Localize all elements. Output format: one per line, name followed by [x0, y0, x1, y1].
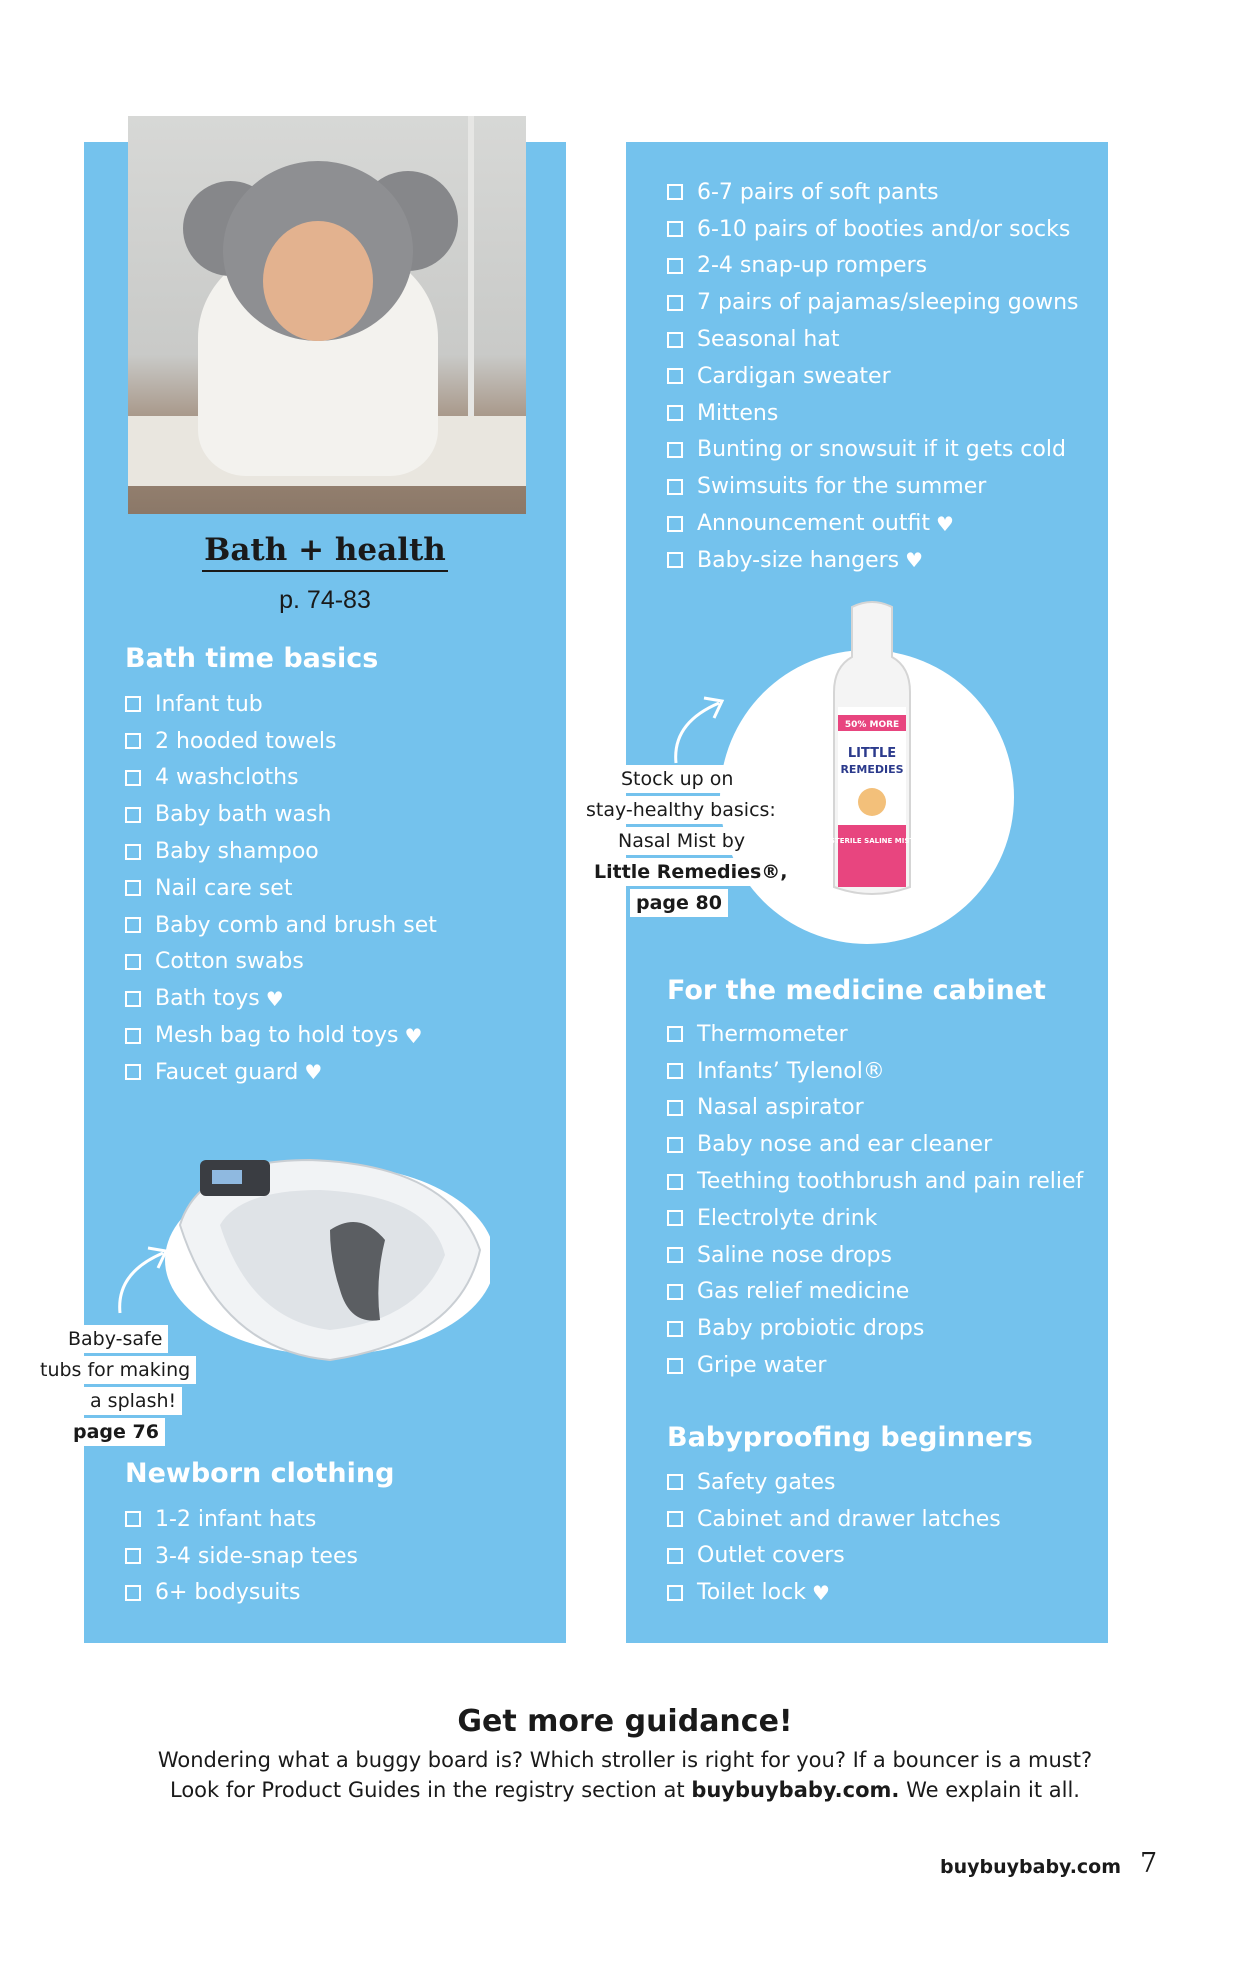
checklist-item	[125, 1054, 437, 1091]
heart-icon: ♥	[304, 1060, 323, 1085]
checklist-item	[667, 321, 1079, 358]
checklist-item	[667, 432, 1079, 469]
checkbox[interactable]	[125, 844, 141, 860]
checklist-item-label: Baby nose and ear cleaner	[697, 1132, 993, 1158]
checklist-item-label: Announcement outfit	[697, 511, 930, 537]
checklist-item	[125, 870, 437, 907]
checklist-item	[667, 468, 1079, 505]
checklist-item-label: Baby bath wash	[155, 802, 332, 828]
tub-callout-line3: a splash!	[84, 1387, 182, 1415]
checkbox[interactable]	[667, 1585, 683, 1601]
page-reference: p. 74-83	[279, 586, 371, 614]
checklist-item-label: 6+ bodysuits	[155, 1580, 301, 1606]
checklist-item	[667, 1016, 1083, 1053]
checklist-item	[667, 358, 1079, 395]
checklist-item	[667, 1501, 1001, 1538]
checkbox[interactable]	[125, 696, 141, 712]
checkbox[interactable]	[667, 1474, 683, 1490]
medicine-cabinet-title: For the medicine cabinet	[667, 975, 1046, 1006]
checklist-item	[667, 542, 1079, 579]
curved-arrow-icon	[664, 688, 734, 768]
checklist-item	[667, 395, 1079, 432]
checklist-item	[125, 1538, 358, 1575]
checkbox[interactable]	[125, 1064, 141, 1080]
checklist-item	[667, 1347, 1083, 1384]
checklist-item-label: Seasonal hat	[697, 327, 840, 353]
mist-callout-line4: Little Remedies®,	[588, 858, 794, 886]
checkbox[interactable]	[667, 332, 683, 348]
mist-callout-page[interactable]: page 80	[630, 889, 728, 917]
page-number: 7	[1140, 1848, 1158, 1879]
checkbox[interactable]	[667, 258, 683, 274]
checklist-item-label: 4 washcloths	[155, 765, 299, 791]
checklist-item	[667, 174, 1079, 211]
checklist-item-label: Toilet lock	[697, 1580, 806, 1606]
checklist-item	[125, 980, 437, 1017]
checklist-item-label: 2 hooded towels	[155, 728, 337, 754]
mist-callout-line1: Stock up on	[615, 765, 739, 793]
checklist-item-label: Cabinet and drawer latches	[697, 1506, 1001, 1532]
checkbox[interactable]	[667, 442, 683, 458]
checkbox[interactable]	[667, 1284, 683, 1300]
checklist-item	[125, 1017, 437, 1054]
heart-icon: ♥	[811, 1580, 830, 1605]
checklist-item-label: Gas relief medicine	[697, 1279, 910, 1305]
checkbox[interactable]	[125, 991, 141, 1007]
checklist-item	[667, 284, 1079, 321]
mist-callout-line2: stay-healthy basics:	[580, 796, 782, 824]
checklist-item	[125, 907, 437, 944]
checklist-item	[125, 760, 437, 797]
checkbox[interactable]	[125, 880, 141, 896]
tub-callout-page[interactable]: page 76	[67, 1418, 165, 1446]
heart-icon: ♥	[265, 986, 284, 1011]
guidance-line-1: Wondering what a buggy board is? Which stroller is right for you? If a bouncer is a must?	[157, 1748, 1093, 1772]
checklist-item-label: Baby-size hangers	[697, 547, 900, 573]
checkbox[interactable]	[667, 1137, 683, 1153]
checkbox[interactable]	[667, 295, 683, 311]
clothing-checklist	[667, 174, 1079, 579]
svg-text:REMEDIES: REMEDIES	[840, 763, 904, 776]
mist-callout-line3: Nasal Mist by	[612, 827, 751, 855]
checklist-item-label: Mittens	[697, 400, 779, 426]
checkbox[interactable]	[667, 1511, 683, 1527]
checklist-item	[125, 1501, 358, 1538]
medicine-cabinet-checklist	[667, 1016, 1083, 1384]
checklist-item-label: Saline nose drops	[697, 1242, 892, 1268]
checkbox[interactable]	[667, 405, 683, 421]
checkbox[interactable]	[667, 1026, 683, 1042]
checklist-item-label: Bunting or snowsuit if it gets cold	[697, 437, 1066, 463]
svg-text:50% MORE: 50% MORE	[844, 720, 900, 730]
checklist-item	[667, 1310, 1083, 1347]
checklist-item-label: Cotton swabs	[155, 949, 304, 975]
checklist-item	[125, 686, 437, 723]
checklist-item	[667, 1538, 1001, 1575]
guidance-site-link[interactable]: buybuybaby.com.	[691, 1778, 900, 1802]
checklist-item-label: Nail care set	[155, 875, 293, 901]
checkbox[interactable]	[667, 368, 683, 384]
checkbox[interactable]	[125, 733, 141, 749]
checklist-item-label: Outlet covers	[697, 1543, 845, 1569]
checkbox[interactable]	[125, 954, 141, 970]
checklist-item-label: 6-10 pairs of booties and/or socks	[697, 216, 1071, 242]
checklist-item-label: 3-4 side-snap tees	[155, 1543, 358, 1569]
checklist-item	[667, 1053, 1083, 1090]
guidance-title: Get more guidance!	[457, 1704, 793, 1739]
checklist-item-label: Electrolyte drink	[697, 1205, 878, 1231]
babyproofing-title: Babyproofing beginners	[667, 1422, 1033, 1453]
checklist-item-label: Safety gates	[697, 1469, 836, 1495]
checkbox[interactable]	[125, 1511, 141, 1527]
checklist-item-label: 1-2 infant hats	[155, 1506, 317, 1532]
checklist-item-label: Faucet guard	[155, 1059, 299, 1085]
checkbox[interactable]	[667, 1210, 683, 1226]
checklist-item-label: Baby probiotic drops	[697, 1316, 925, 1342]
checklist-item-label: 2-4 snap-up rompers	[697, 253, 928, 279]
checklist-item	[125, 944, 437, 981]
checklist-item-label: Baby comb and brush set	[155, 912, 437, 938]
checkbox[interactable]	[667, 552, 683, 568]
checkbox[interactable]	[667, 1358, 683, 1374]
checkbox[interactable]	[667, 184, 683, 200]
checklist-item	[125, 833, 437, 870]
tub-callout-line1: Baby-safe	[62, 1325, 168, 1353]
checkbox[interactable]	[125, 1585, 141, 1601]
checklist-item	[667, 1163, 1083, 1200]
checkbox[interactable]	[667, 1247, 683, 1263]
svg-text:STERILE SALINE MIST: STERILE SALINE MIST	[830, 837, 914, 845]
footer-site[interactable]: buybuybaby.com	[940, 1856, 1122, 1878]
checkbox[interactable]	[667, 516, 683, 532]
checklist-item	[667, 1126, 1083, 1163]
checklist-item-label: Thermometer	[697, 1021, 848, 1047]
checkbox[interactable]	[667, 1321, 683, 1337]
tub-callout-line2: tubs for making	[34, 1356, 196, 1384]
checklist-item-label: Cardigan sweater	[697, 363, 891, 389]
checklist-item	[667, 505, 1079, 542]
checklist-item-label: Mesh bag to hold toys	[155, 1023, 399, 1049]
heart-icon: ♥	[905, 548, 924, 573]
svg-text:LITTLE: LITTLE	[847, 746, 897, 761]
checklist-item-label: Teething toothbrush and pain relief	[697, 1169, 1084, 1195]
checkbox[interactable]	[667, 1174, 683, 1190]
checklist-item-label: Bath toys	[155, 986, 260, 1012]
checklist-item-label: Baby shampoo	[155, 839, 319, 865]
checkbox[interactable]	[125, 917, 141, 933]
checkbox[interactable]	[125, 1028, 141, 1044]
baby-hooded-towel-photo	[128, 116, 526, 514]
nasal-mist-bottle	[830, 597, 914, 901]
newborn-clothing-checklist	[125, 1501, 358, 1611]
checklist-item	[667, 1237, 1083, 1274]
checklist-item	[125, 723, 437, 760]
guidance-line-2-post: We explain it all.	[899, 1778, 1080, 1802]
checklist-item	[125, 796, 437, 833]
checklist-item	[667, 1574, 1001, 1611]
heart-icon: ♥	[935, 511, 954, 536]
checklist-item-label: 6-7 pairs of soft pants	[697, 179, 939, 205]
newborn-clothing-title: Newborn clothing	[125, 1458, 395, 1489]
infant-tub-image	[160, 1130, 490, 1380]
checkbox[interactable]	[667, 1063, 683, 1079]
checklist-item-label: 7 pairs of pajamas/sleeping gowns	[697, 290, 1079, 316]
checklist-item-label: Gripe water	[697, 1353, 827, 1379]
checkbox[interactable]	[667, 1548, 683, 1564]
checkbox[interactable]	[667, 221, 683, 237]
bath-time-checklist	[125, 686, 437, 1091]
checklist-item	[667, 1274, 1083, 1311]
checklist-item-label: Infant tub	[155, 691, 263, 717]
checklist-item-label: Nasal aspirator	[697, 1095, 864, 1121]
checklist-item-label: Swimsuits for the summer	[697, 474, 987, 500]
checkbox[interactable]	[125, 1548, 141, 1564]
bath-time-basics-title: Bath time basics	[125, 643, 379, 674]
checklist-item-label: Infants’ Tylenol®	[697, 1058, 885, 1084]
section-heading: Bath + health	[84, 532, 566, 568]
checklist-item	[667, 1090, 1083, 1127]
checkbox[interactable]	[667, 1100, 683, 1116]
checklist-item	[667, 1464, 1001, 1501]
checkbox[interactable]	[667, 479, 683, 495]
heart-icon: ♥	[404, 1023, 423, 1048]
checklist-item	[125, 1575, 358, 1612]
guidance-line-2	[0, 1778, 1250, 1802]
guidance-line-2-pre: Look for Product Guides in the registry section at	[170, 1778, 692, 1802]
checkbox[interactable]	[125, 807, 141, 823]
checklist-item	[667, 248, 1079, 285]
curved-arrow-icon	[108, 1238, 178, 1318]
checklist-item	[667, 211, 1079, 248]
checkbox[interactable]	[125, 770, 141, 786]
checklist-item	[667, 1200, 1083, 1237]
babyproofing-checklist	[667, 1464, 1001, 1611]
